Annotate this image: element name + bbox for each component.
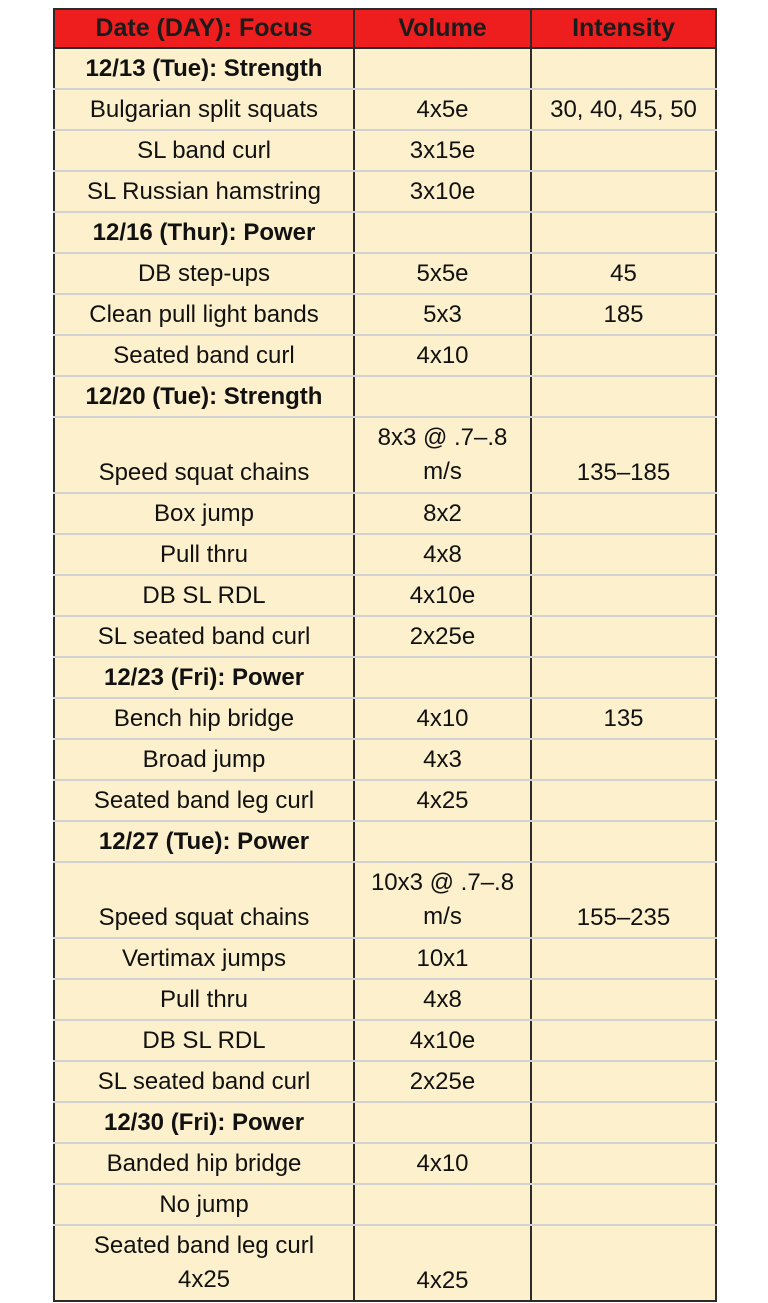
volume-cell bbox=[354, 862, 531, 938]
workout-table-container bbox=[53, 8, 715, 1302]
day-row bbox=[54, 657, 716, 698]
volume-line: m/s bbox=[423, 458, 462, 485]
exercise-name: Bench hip bridge bbox=[54, 698, 354, 739]
volume-cell bbox=[354, 376, 531, 417]
day-label: 12/16 (Thur): Power bbox=[54, 212, 354, 253]
exercise-name: SL seated band curl bbox=[54, 616, 354, 657]
volume-cell: 4x8 bbox=[354, 534, 531, 575]
volume-cell bbox=[354, 48, 531, 89]
volume-cell: 4x10 bbox=[354, 698, 531, 739]
exercise-name: Pull thru bbox=[54, 979, 354, 1020]
volume-cell: 8x2 bbox=[354, 493, 531, 534]
day-row bbox=[54, 821, 716, 862]
exercise-name: Box jump bbox=[54, 493, 354, 534]
exercise-row bbox=[54, 1225, 716, 1301]
intensity-cell bbox=[531, 534, 716, 575]
volume-cell: 4x10 bbox=[354, 1143, 531, 1184]
day-label: 12/30 (Fri): Power bbox=[54, 1102, 354, 1143]
intensity-cell bbox=[531, 1102, 716, 1143]
intensity-cell: 30, 40, 45, 50 bbox=[531, 89, 716, 130]
header-row bbox=[54, 9, 716, 48]
volume-cell: 5x3 bbox=[354, 294, 531, 335]
intensity-cell bbox=[531, 212, 716, 253]
intensity-cell bbox=[531, 657, 716, 698]
intensity-cell bbox=[531, 493, 716, 534]
volume-cell bbox=[354, 417, 531, 493]
intensity-cell bbox=[531, 575, 716, 616]
exercise-row bbox=[54, 534, 716, 575]
exercise-row bbox=[54, 739, 716, 780]
exercise-row bbox=[54, 575, 716, 616]
day-row bbox=[54, 212, 716, 253]
volume-cell bbox=[354, 821, 531, 862]
exercise-name: SL seated band curl bbox=[54, 1061, 354, 1102]
exercise-row bbox=[54, 698, 716, 739]
day-row bbox=[54, 48, 716, 89]
volume-cell bbox=[354, 1184, 531, 1225]
header-volume: Volume bbox=[354, 9, 531, 48]
volume-cell: 4x10e bbox=[354, 1020, 531, 1061]
exercise-row bbox=[54, 862, 716, 938]
day-label: 12/23 (Fri): Power bbox=[54, 657, 354, 698]
exercise-row bbox=[54, 335, 716, 376]
exercise-name-line: Seated band leg curl bbox=[93, 1232, 315, 1259]
intensity-cell bbox=[531, 938, 716, 979]
exercise-row bbox=[54, 780, 716, 821]
volume-cell: 4x25 bbox=[354, 780, 531, 821]
volume-cell bbox=[354, 1102, 531, 1143]
exercise-row bbox=[54, 938, 716, 979]
exercise-row bbox=[54, 1061, 716, 1102]
volume-cell: 4x25 bbox=[354, 1225, 531, 1301]
exercise-row bbox=[54, 1184, 716, 1225]
exercise-row bbox=[54, 294, 716, 335]
intensity-cell bbox=[531, 780, 716, 821]
volume-cell: 4x5e bbox=[354, 89, 531, 130]
exercise-name: DB SL RDL bbox=[54, 1020, 354, 1061]
exercise-row bbox=[54, 171, 716, 212]
volume-line: m/s bbox=[423, 903, 462, 930]
intensity-cell bbox=[531, 1184, 716, 1225]
exercise-name: SL band curl bbox=[54, 130, 354, 171]
intensity-cell bbox=[531, 1020, 716, 1061]
header-date-focus: Date (DAY): Focus bbox=[54, 9, 354, 48]
day-row bbox=[54, 1102, 716, 1143]
exercise-row bbox=[54, 1020, 716, 1061]
intensity-cell: 45 bbox=[531, 253, 716, 294]
volume-cell: 5x5e bbox=[354, 253, 531, 294]
volume-cell: 2x25e bbox=[354, 616, 531, 657]
intensity-cell bbox=[531, 376, 716, 417]
exercise-name: No jump bbox=[54, 1184, 354, 1225]
volume-cell: 4x10 bbox=[354, 335, 531, 376]
exercise-name: DB SL RDL bbox=[54, 575, 354, 616]
exercise-name: Seated band curl bbox=[54, 335, 354, 376]
intensity-cell: 135–185 bbox=[531, 417, 716, 493]
exercise-row bbox=[54, 493, 716, 534]
intensity-cell bbox=[531, 171, 716, 212]
exercise-row bbox=[54, 979, 716, 1020]
workout-table bbox=[53, 8, 717, 1302]
intensity-cell bbox=[531, 335, 716, 376]
exercise-name: Speed squat chains bbox=[54, 417, 354, 493]
day-label: 12/20 (Tue): Strength bbox=[54, 376, 354, 417]
volume-line: 10x3 @ .7–.8 bbox=[370, 869, 515, 896]
intensity-cell bbox=[531, 130, 716, 171]
day-row bbox=[54, 376, 716, 417]
header-intensity: Intensity bbox=[531, 9, 716, 48]
intensity-cell bbox=[531, 739, 716, 780]
intensity-cell: 135 bbox=[531, 698, 716, 739]
volume-cell: 10x1 bbox=[354, 938, 531, 979]
day-label: 12/13 (Tue): Strength bbox=[54, 48, 354, 89]
intensity-cell bbox=[531, 1061, 716, 1102]
exercise-name: Speed squat chains bbox=[54, 862, 354, 938]
intensity-cell: 155–235 bbox=[531, 862, 716, 938]
exercise-row bbox=[54, 89, 716, 130]
exercise-name-line: 4x25 bbox=[177, 1266, 231, 1293]
exercise-name: Bulgarian split squats bbox=[54, 89, 354, 130]
intensity-cell bbox=[531, 616, 716, 657]
exercise-name: DB step-ups bbox=[54, 253, 354, 294]
intensity-cell bbox=[531, 979, 716, 1020]
exercise-name: SL Russian hamstring bbox=[54, 171, 354, 212]
exercise-name: Broad jump bbox=[54, 739, 354, 780]
volume-line: 8x3 @ .7–.8 bbox=[377, 424, 508, 451]
volume-cell: 3x10e bbox=[354, 171, 531, 212]
exercise-row bbox=[54, 616, 716, 657]
exercise-row bbox=[54, 130, 716, 171]
exercise-name: Pull thru bbox=[54, 534, 354, 575]
exercise-name: Seated band leg curl bbox=[54, 780, 354, 821]
volume-cell: 4x3 bbox=[354, 739, 531, 780]
volume-cell bbox=[354, 657, 531, 698]
exercise-name: Clean pull light bands bbox=[54, 294, 354, 335]
volume-cell: 4x10e bbox=[354, 575, 531, 616]
intensity-cell bbox=[531, 1143, 716, 1184]
volume-cell: 4x8 bbox=[354, 979, 531, 1020]
volume-cell bbox=[354, 212, 531, 253]
exercise-name: Banded hip bridge bbox=[54, 1143, 354, 1184]
volume-cell: 3x15e bbox=[354, 130, 531, 171]
day-label: 12/27 (Tue): Power bbox=[54, 821, 354, 862]
exercise-name: Vertimax jumps bbox=[54, 938, 354, 979]
exercise-row bbox=[54, 253, 716, 294]
exercise-row bbox=[54, 1143, 716, 1184]
intensity-cell bbox=[531, 48, 716, 89]
intensity-cell bbox=[531, 821, 716, 862]
exercise-row bbox=[54, 417, 716, 493]
exercise-name bbox=[54, 1225, 354, 1301]
volume-cell: 2x25e bbox=[354, 1061, 531, 1102]
intensity-cell: 185 bbox=[531, 294, 716, 335]
intensity-cell bbox=[531, 1225, 716, 1301]
